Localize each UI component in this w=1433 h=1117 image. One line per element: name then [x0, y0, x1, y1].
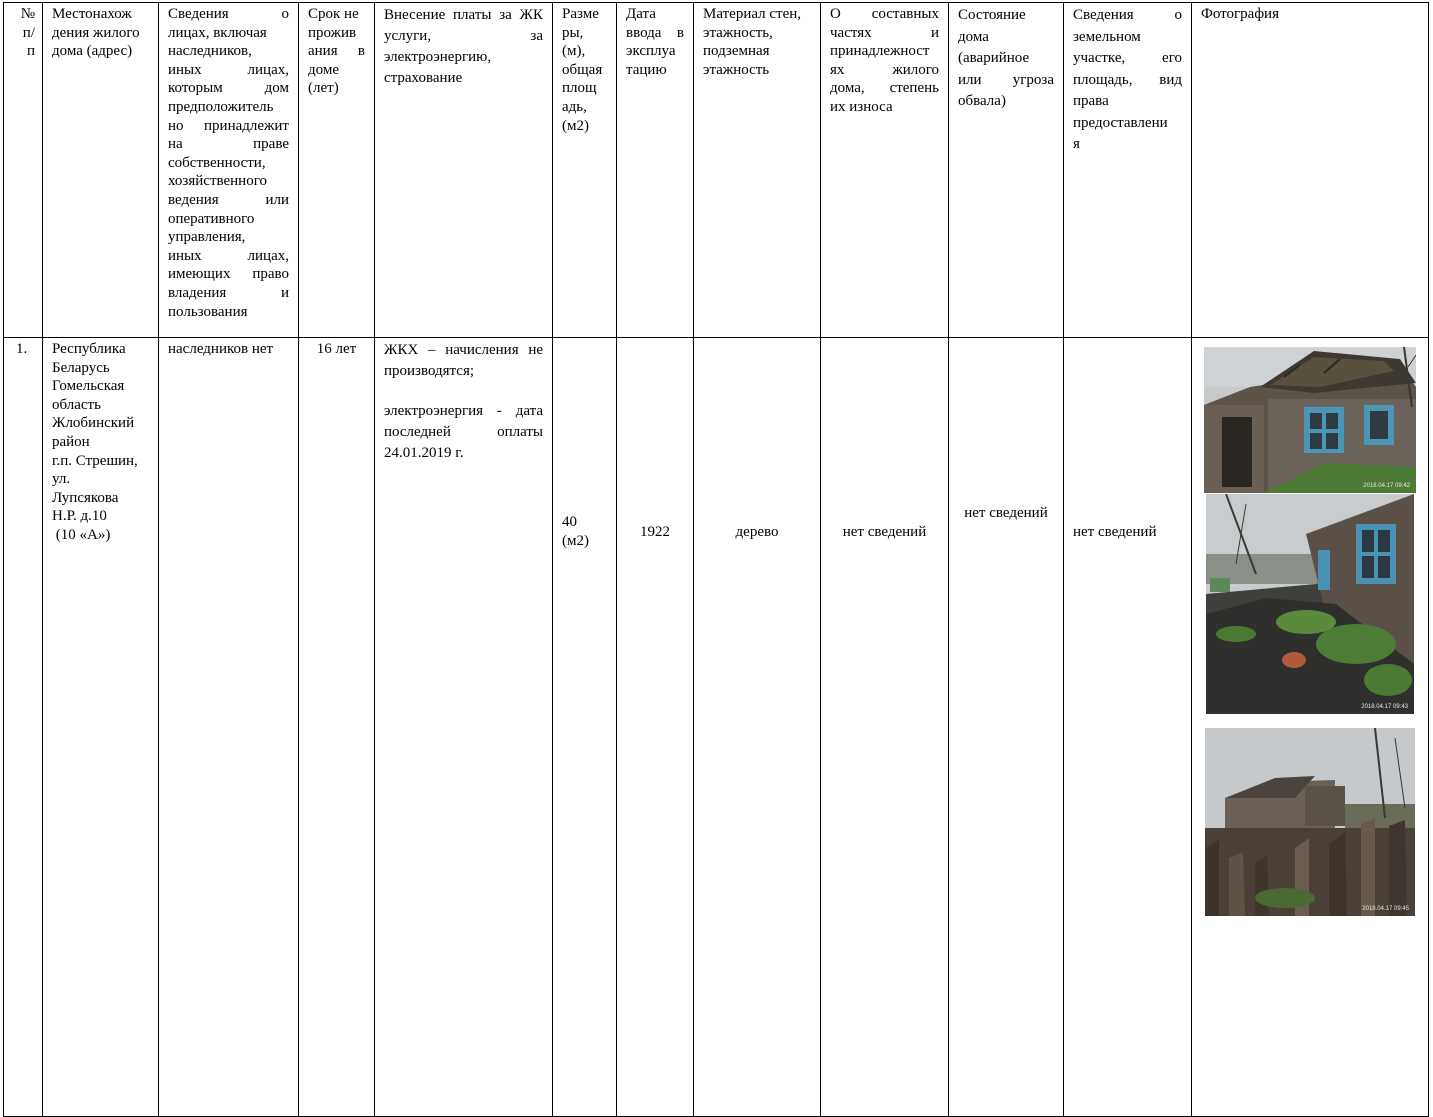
- row-payments: [375, 338, 553, 1117]
- header-size: Разме ры, (м), общая площ адь, (м2): [553, 3, 617, 338]
- payment-electricity: электроэнергия - дата последней оплаты 24.01.2019 г.: [384, 403, 543, 461]
- row-condition: нет сведений: [949, 338, 1064, 1117]
- header-material: Материал стен, этажность, подземная этажность: [694, 3, 821, 338]
- header-absence: Срок не прожив ания в доме (лет): [299, 3, 375, 338]
- house-photo-1: [1204, 347, 1416, 493]
- row-num: 1.: [4, 338, 43, 1117]
- photo-stamp-1: 2018.04.17 09:42: [1363, 483, 1410, 489]
- payment-utilities: ЖКХ – начисления не производятся;: [384, 342, 543, 379]
- header-land: Сведения о земельном участке, его площадь, вид права предоставлени я: [1064, 3, 1192, 338]
- row-commission-date: 1922: [617, 338, 694, 1117]
- header-condition: Состояние дома (аварийное или угроза обвала): [949, 3, 1064, 338]
- row-parts: нет сведений: [821, 338, 949, 1117]
- row-size: 40 (м2): [553, 338, 617, 1117]
- header-parts: О составных частях и принадлежност ях жилого дома, степень их износа: [821, 3, 949, 338]
- header-payments: Внесение платы за ЖК услуги, за электроэнергию, страхование: [375, 3, 553, 338]
- row-persons: наследников нет: [159, 338, 299, 1117]
- house-photo-2: [1206, 494, 1414, 714]
- row-land: нет сведений: [1064, 338, 1192, 1117]
- header-num: № п/ п: [4, 3, 43, 338]
- photo-stamp-3: 2018.04.17 09:45: [1362, 906, 1409, 912]
- header-commission-date: Дата ввода в эксплуа тацию: [617, 3, 694, 338]
- row-absence: 16 лет: [299, 338, 375, 1117]
- header-row: [4, 3, 1429, 338]
- house-photo-3: [1205, 728, 1415, 916]
- photo-stamp-2: 2018.04.17 09:43: [1361, 704, 1408, 710]
- row-address: Республика Беларусь Гомельская область Жлобинский район г.п. Стрешин, ул. Лупсякова Н.Р. д.10 (10 «А»): [43, 338, 159, 1117]
- header-persons: Сведения о лицах, включая наследников, иных лицах, которым дом предположитель но принадлежит на праве собственности, хозяйственного ведения или оперативного управления, иных лицах, имеющих право владения и пользования: [159, 3, 299, 338]
- header-location: Местонахож дения жилого дома (адрес): [43, 3, 159, 338]
- row-material: дерево: [694, 338, 821, 1117]
- header-photo: Фотография: [1192, 3, 1429, 338]
